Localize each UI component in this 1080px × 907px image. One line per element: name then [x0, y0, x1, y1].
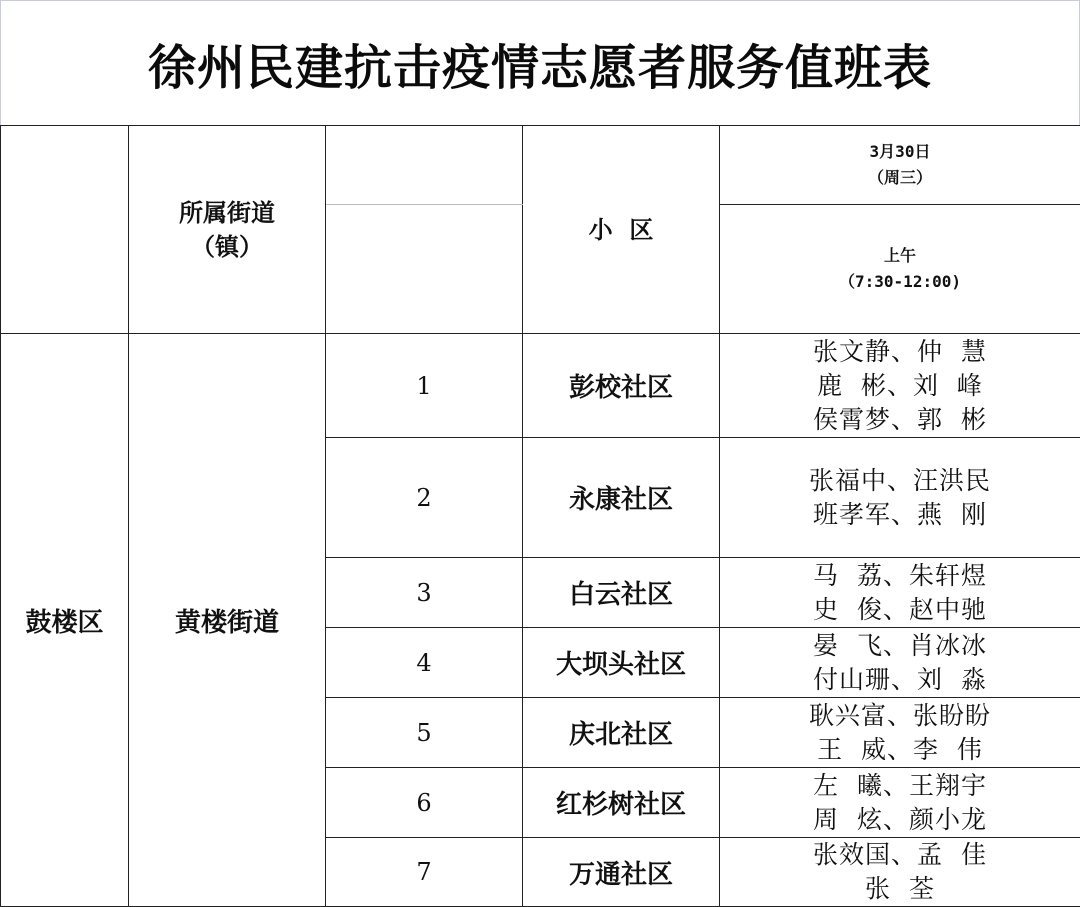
volunteer-line: 王 威、李 伟 [720, 733, 1080, 767]
header-date: 3月30日 [720, 139, 1080, 165]
row-index: 3 [326, 558, 523, 628]
community-name: 白云社区 [523, 558, 720, 628]
district-cell: 鼓楼区 [1, 334, 129, 907]
street-cell: 黄楼街道 [129, 334, 326, 907]
volunteer-line: 史 俊、赵中驰 [720, 593, 1080, 627]
volunteer-line: 侯霄梦、郭 彬 [720, 403, 1080, 437]
volunteer-line: 左 曦、王翔宇 [720, 769, 1080, 803]
row-index: 7 [326, 838, 523, 907]
volunteer-line: 鹿 彬、刘 峰 [720, 369, 1080, 403]
header-date-cell [720, 126, 1080, 205]
volunteer-line: 班孝军、燕 刚 [720, 498, 1080, 532]
community-name: 彭校社区 [523, 334, 720, 438]
header-community-label: 小 区 [589, 216, 654, 244]
page-title: 徐州民建抗击疫情志愿者服务值班表 [148, 29, 932, 98]
row-index: 4 [326, 628, 523, 698]
header-weekday: （周三） [720, 165, 1080, 191]
title-bar [0, 0, 1080, 125]
volunteer-names [720, 334, 1080, 438]
volunteer-names [720, 768, 1080, 838]
volunteer-line: 付山珊、刘 淼 [720, 663, 1080, 697]
volunteer-line: 晏 飞、肖冰冰 [720, 629, 1080, 663]
row-index: 6 [326, 768, 523, 838]
volunteer-line: 张福中、汪洪民 [720, 464, 1080, 498]
volunteer-names [720, 438, 1080, 558]
volunteer-names [720, 628, 1080, 698]
volunteer-line: 张效国、孟 佳 [720, 838, 1080, 872]
row-index: 1 [326, 334, 523, 438]
header-shift-cell [720, 205, 1080, 334]
volunteer-names [720, 838, 1080, 907]
header-row-1 [1, 126, 1080, 205]
header-index-cell-bottom [326, 205, 523, 334]
volunteer-line: 张文静、仲 慧 [720, 335, 1080, 369]
header-town-label: （镇） [129, 230, 325, 264]
header-shift-time: （7:30-12:00) [720, 269, 1080, 295]
header-index-cell-top [326, 126, 523, 205]
community-name: 庆北社区 [523, 698, 720, 768]
header-street-cell [129, 126, 326, 334]
volunteer-names [720, 558, 1080, 628]
community-name: 红杉树社区 [523, 768, 720, 838]
volunteer-line: 周 炫、颜小龙 [720, 803, 1080, 837]
row-index: 5 [326, 698, 523, 768]
header-community-cell [523, 126, 720, 334]
community-name: 永康社区 [523, 438, 720, 558]
volunteer-line: 马 荔、朱轩煜 [720, 559, 1080, 593]
volunteer-line: 耿兴富、张盼盼 [720, 699, 1080, 733]
header-district-cell [1, 126, 129, 334]
volunteer-line: 张 荃 [720, 872, 1080, 906]
table-row [1, 334, 1080, 438]
row-index: 2 [326, 438, 523, 558]
duty-roster-table [0, 125, 1080, 907]
header-shift: 上午 [720, 243, 1080, 269]
community-name: 万通社区 [523, 838, 720, 907]
volunteer-names [720, 698, 1080, 768]
header-street-label: 所属街道 [129, 196, 325, 230]
community-name: 大坝头社区 [523, 628, 720, 698]
